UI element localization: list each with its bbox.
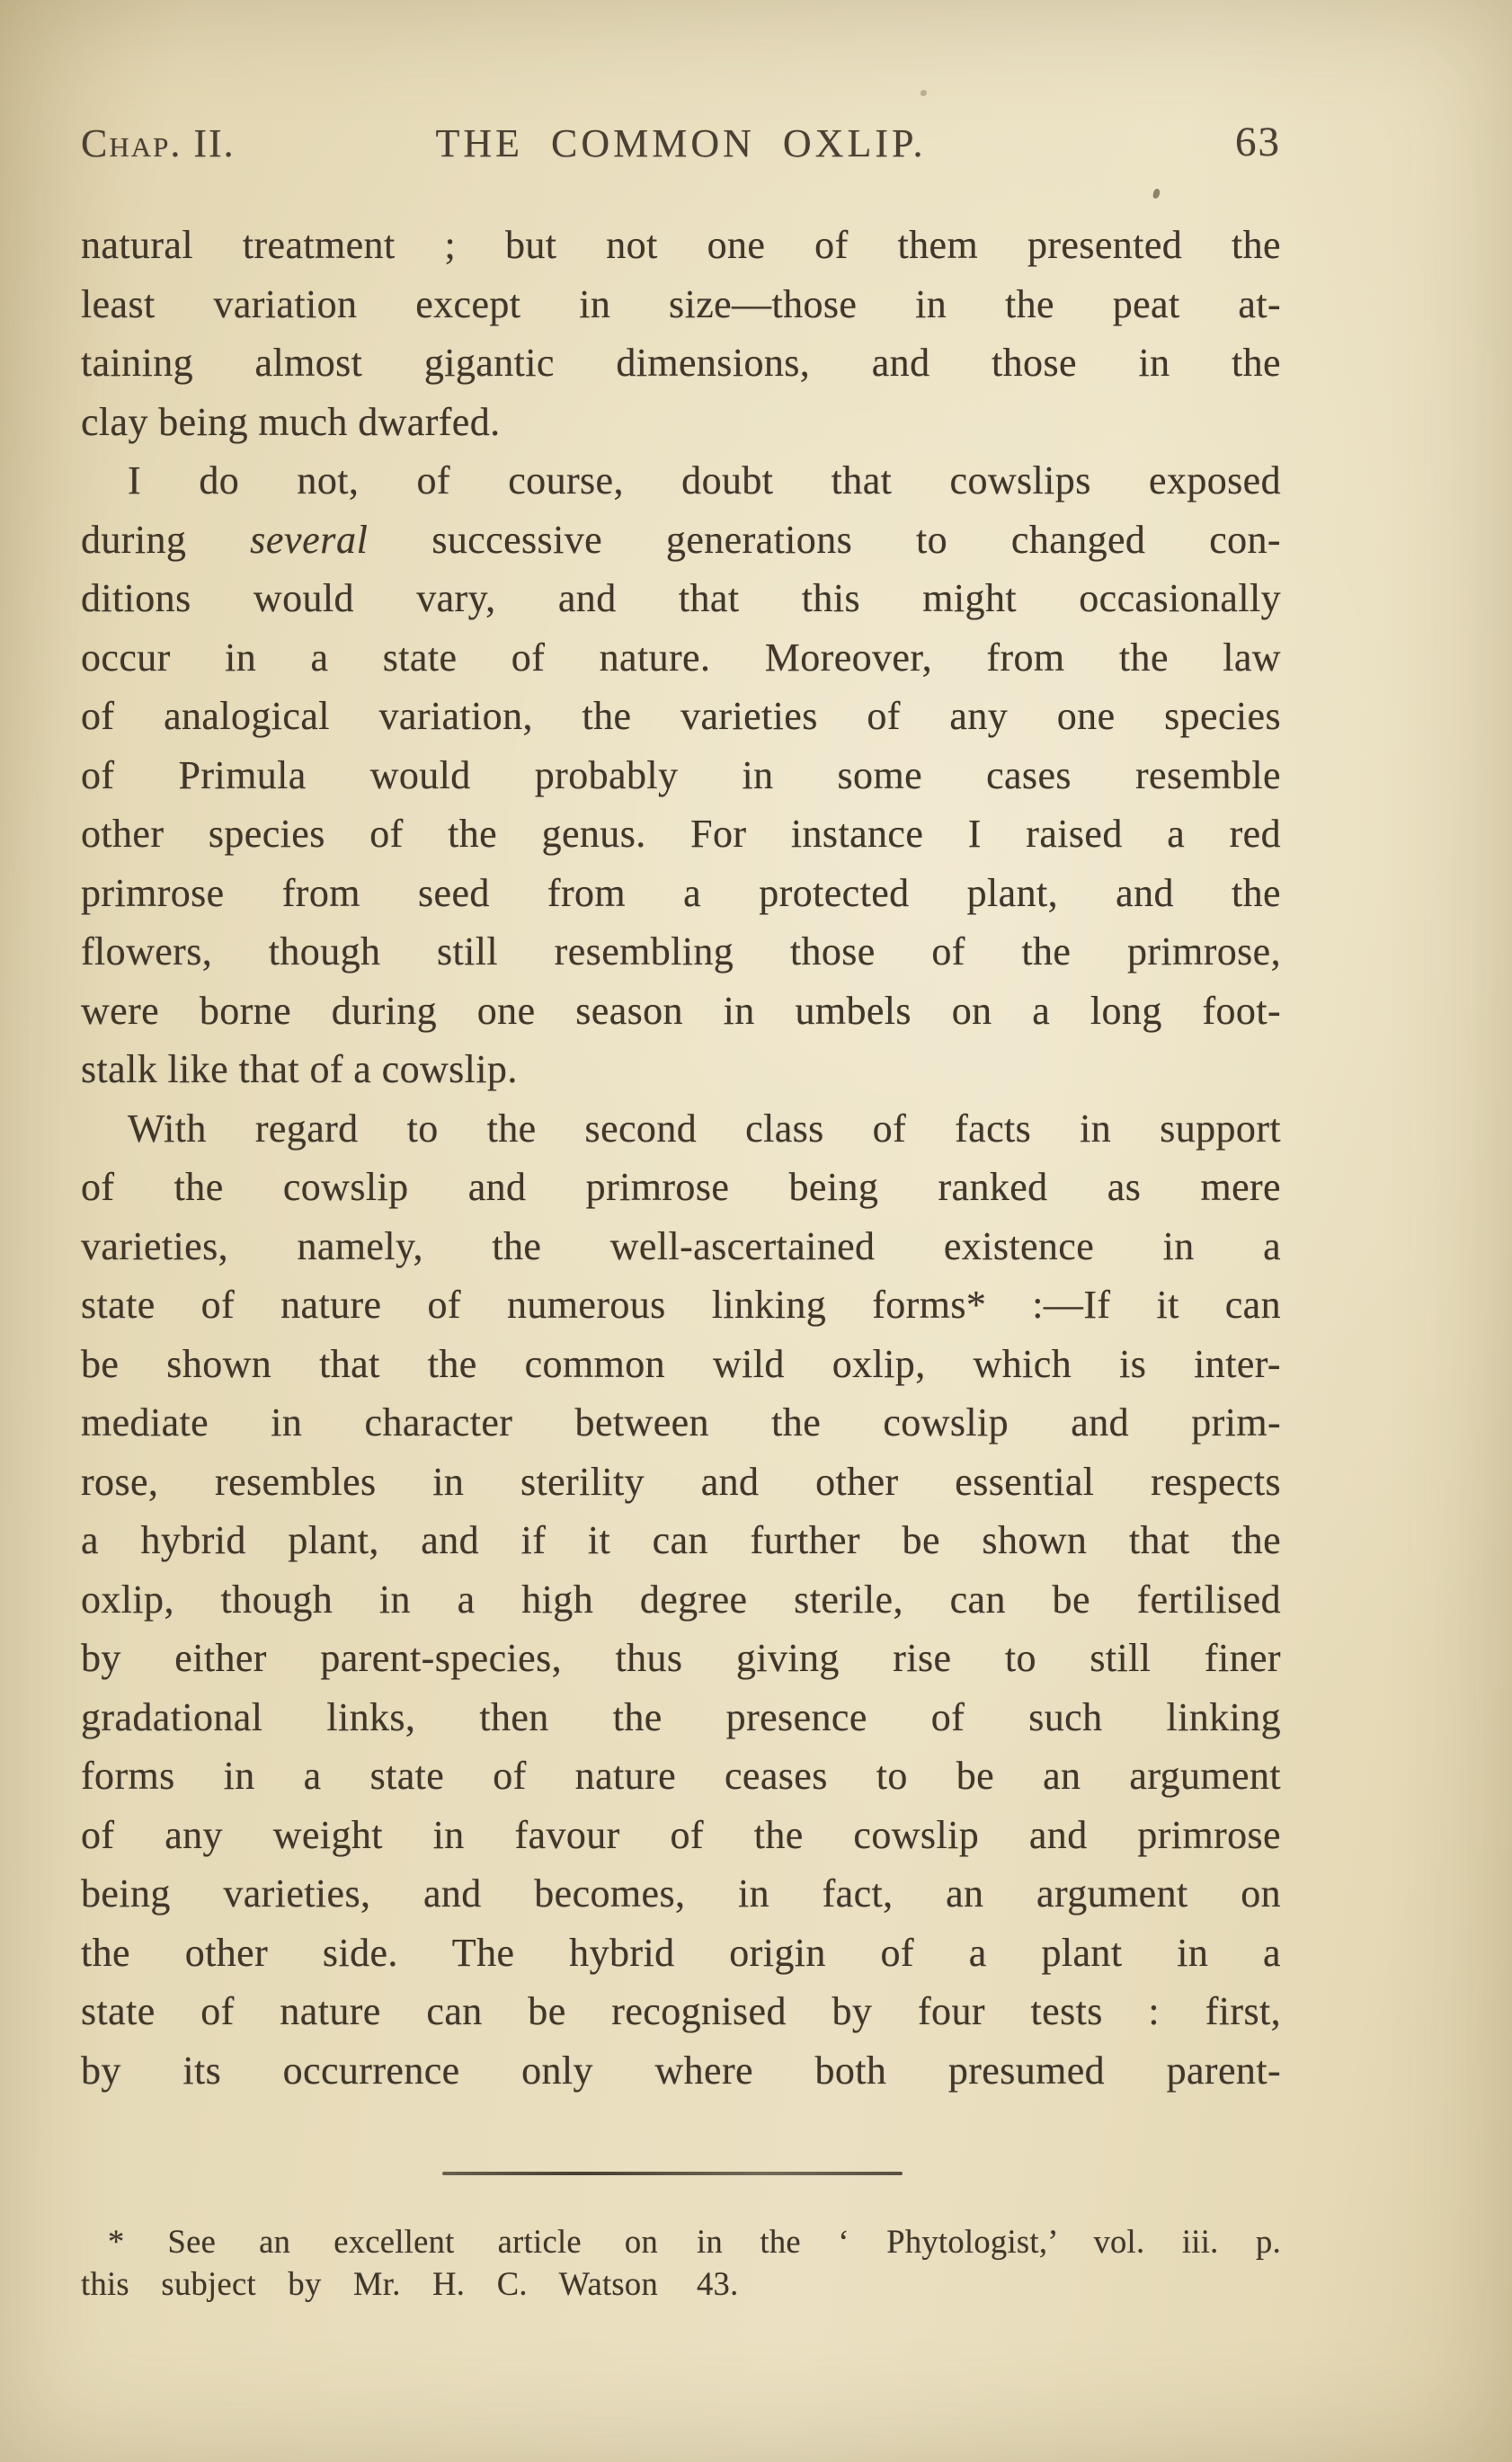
text-line: state of nature of numerous linking forms* :—If it can: [81, 1283, 1281, 1327]
text-line: of the cowslip and primrose being ranked as mere: [81, 1165, 1281, 1209]
text-line: taining almost gigantic dimensions, and those in the: [81, 341, 1281, 385]
text-line: flowers, though still resembling those of the primrose,: [81, 929, 1281, 973]
italic-text: several: [250, 517, 369, 562]
text-segment: successive generations to changed con-: [368, 517, 1281, 562]
text-line: in the ‘ Phytologist,’ vol. iii. p.: [697, 2223, 1281, 2260]
text-line: least variation except in size—those in the peat at-: [81, 281, 1281, 326]
text-line: natural treatment ; but not one of them presented the: [81, 223, 1281, 267]
text-line: of Primula would probably in some cases resemble: [81, 752, 1281, 797]
running-header: [81, 119, 1281, 169]
text-line: clay being much dwarfed.: [81, 399, 501, 444]
text-line: being varieties, and becomes, in fact, an argument on: [81, 1871, 1281, 1915]
text-line: occur in a state of nature. Moreover, from the law: [81, 635, 1281, 680]
text-line: other species of the genus. For instance I raised a red: [81, 812, 1281, 856]
text-segment: during: [81, 517, 251, 562]
text-line: forms in a state of nature ceases to be an argument: [81, 1754, 1281, 1798]
text-block: [81, 0, 1281, 2305]
text-line: state of nature can be recognised by four tests : first,: [81, 1989, 1281, 2033]
footnote-left-column: [81, 2220, 658, 2305]
running-title: THE COMMON OXLIP.: [435, 121, 927, 165]
page-number: 63: [1235, 119, 1281, 165]
text-line: of analogical variation, the varieties of any one species: [81, 694, 1281, 738]
text-line: oxlip, though in a high degree sterile, can be fertilised: [81, 1577, 1281, 1622]
text-line: rose, resembles in sterility and other essential respects: [81, 1459, 1281, 1504]
text-line: be shown that the common wild oxlip, which is inter-: [81, 1341, 1281, 1386]
text-line: of any weight in favour of the cowslip and primrose: [81, 1812, 1281, 1857]
text-line: primrose from seed from a protected plant, and the: [81, 870, 1281, 915]
text-line: * See an excellent article on: [108, 2223, 658, 2260]
text-line: I do not, of course, doubt that cowslips exposed: [128, 458, 1281, 502]
text-line: gradational links, then the presence of such linking: [81, 1694, 1281, 1739]
text-line: mediate in character between the cowslip and prim-: [81, 1400, 1281, 1444]
chapter-label: Chap. II.: [81, 121, 236, 165]
text-line: varieties, namely, the well-ascertained existence in a: [81, 1223, 1281, 1268]
text-line: the other side. The hybrid origin of a plant in a: [81, 1930, 1281, 1975]
text-line: a hybrid plant, and if it can further be shown that the: [81, 1518, 1281, 1562]
text-line: stalk like that of a cowslip.: [81, 1047, 518, 1091]
body-text: [81, 216, 1281, 2100]
text-line: by either parent-species, thus giving rise to still finer: [81, 1636, 1281, 1680]
footnote: [81, 2220, 1281, 2305]
text-line: With regard to the second class of facts in support: [128, 1106, 1281, 1151]
text-line: 43.: [697, 2265, 739, 2302]
text-line: [81, 511, 1281, 570]
text-line: ditions would vary, and that this might occasionally: [81, 576, 1281, 620]
footnote-divider: [442, 2172, 903, 2175]
text-line: by its occurrence only where both presumed parent-: [81, 2048, 1281, 2093]
text-line: were borne during one season in umbels on a long foot-: [81, 988, 1281, 1033]
footnote-right-column: [697, 2220, 1281, 2305]
text-line: this subject by Mr. H. C. Watson: [81, 2265, 658, 2302]
